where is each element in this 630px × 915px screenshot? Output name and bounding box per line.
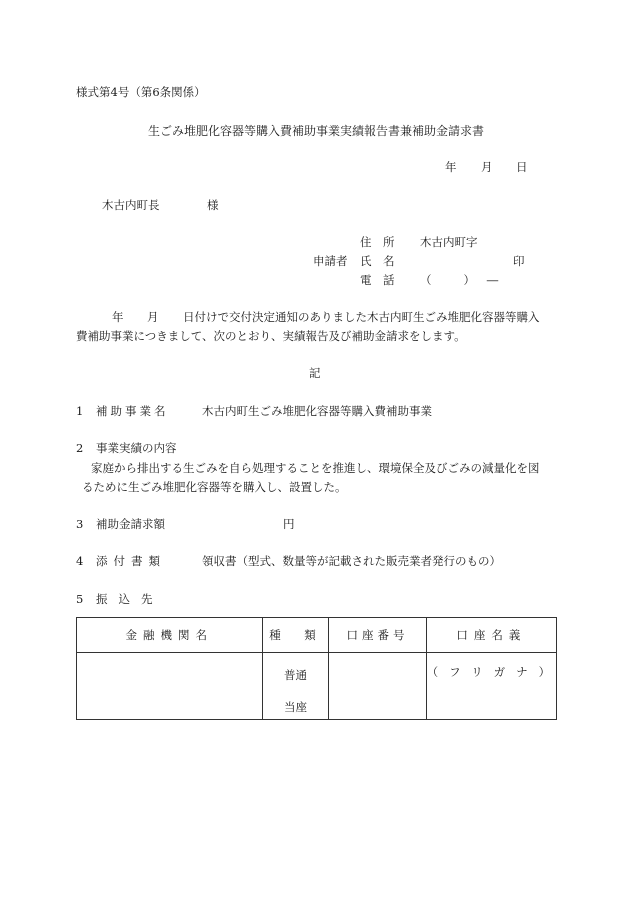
item-4-number: 4 <box>76 554 84 568</box>
address-label: 住 所 <box>360 235 395 249</box>
header-account-holder: 口座名義 <box>426 618 556 653</box>
body-year: 年 <box>112 310 124 324</box>
account-number-cell[interactable] <box>329 653 426 720</box>
item-2-line-2: るために生ごみ堆肥化容器等を購入し、設置した。 <box>82 480 347 494</box>
table-row <box>77 653 557 720</box>
item-1-label: 補助事業名 <box>96 404 169 418</box>
header-bank-name: 金融機関名 <box>77 618 263 653</box>
body-line-1: 日付けで交付決定通知のありました木古内町生ごみ堆肥化容器等購入 <box>183 310 540 324</box>
phone-label: 電 話 <box>360 273 395 287</box>
date-month: 月 <box>481 160 493 174</box>
addressee-honorific: 様 <box>207 198 219 212</box>
item-1-value: 木古内町生ごみ堆肥化容器等購入費補助事業 <box>202 404 432 418</box>
body-month: 月 <box>147 310 159 324</box>
item-3-unit: 円 <box>283 517 295 531</box>
bank-name-cell[interactable] <box>77 653 263 720</box>
item-1-number: 1 <box>76 404 84 418</box>
item-4-value: 領収書（型式、数量等が記載された販売業者発行のもの） <box>202 554 501 568</box>
ki-heading: 記 <box>309 366 321 380</box>
type-option-futsu[interactable]: 普通 <box>283 668 307 682</box>
body-line-2: 費補助事業につきまして、次のとおり、実績報告及び補助金請求をします。 <box>76 329 466 343</box>
page-title: 生ごみ堆肥化容器等購入費補助事業実績報告書兼補助金請求書 <box>148 124 485 138</box>
seal-mark: 印 <box>513 254 525 268</box>
date-year: 年 <box>445 160 457 174</box>
applicant-label: 申請者 <box>313 254 348 268</box>
form-number: 様式第4号（第6条関係） <box>76 85 206 99</box>
header-account-number: 口座番号 <box>329 618 426 653</box>
item-3-number: 3 <box>76 517 84 531</box>
name-label: 氏 名 <box>360 254 395 268</box>
furigana-note: （フリガナ） <box>426 665 562 679</box>
item-5-label: 振込先 <box>96 592 164 606</box>
item-4-label: 添付書類 <box>96 554 166 568</box>
table-header-row <box>77 618 557 653</box>
item-5-number: 5 <box>76 592 84 606</box>
item-2-number: 2 <box>76 441 84 455</box>
date-day: 日 <box>516 160 528 174</box>
addressee-name: 木古内町長 <box>102 198 160 212</box>
header-account-type: 種 類 <box>262 618 329 653</box>
item-2-label: 事業実績の内容 <box>96 441 177 455</box>
phone-value: （ ） ― <box>420 273 502 287</box>
bank-account-table <box>76 617 562 720</box>
account-type-cell[interactable] <box>262 653 329 720</box>
item-3-label: 補助金請求額 <box>96 517 165 531</box>
account-holder-cell[interactable] <box>426 653 562 720</box>
item-2-line-1: 家庭から排出する生ごみを自ら処理することを推進し、環境保全及びごみの減量化を図 <box>91 461 540 475</box>
type-option-toza[interactable]: 当座 <box>283 700 307 714</box>
address-value: 木古内町字 <box>420 235 478 249</box>
